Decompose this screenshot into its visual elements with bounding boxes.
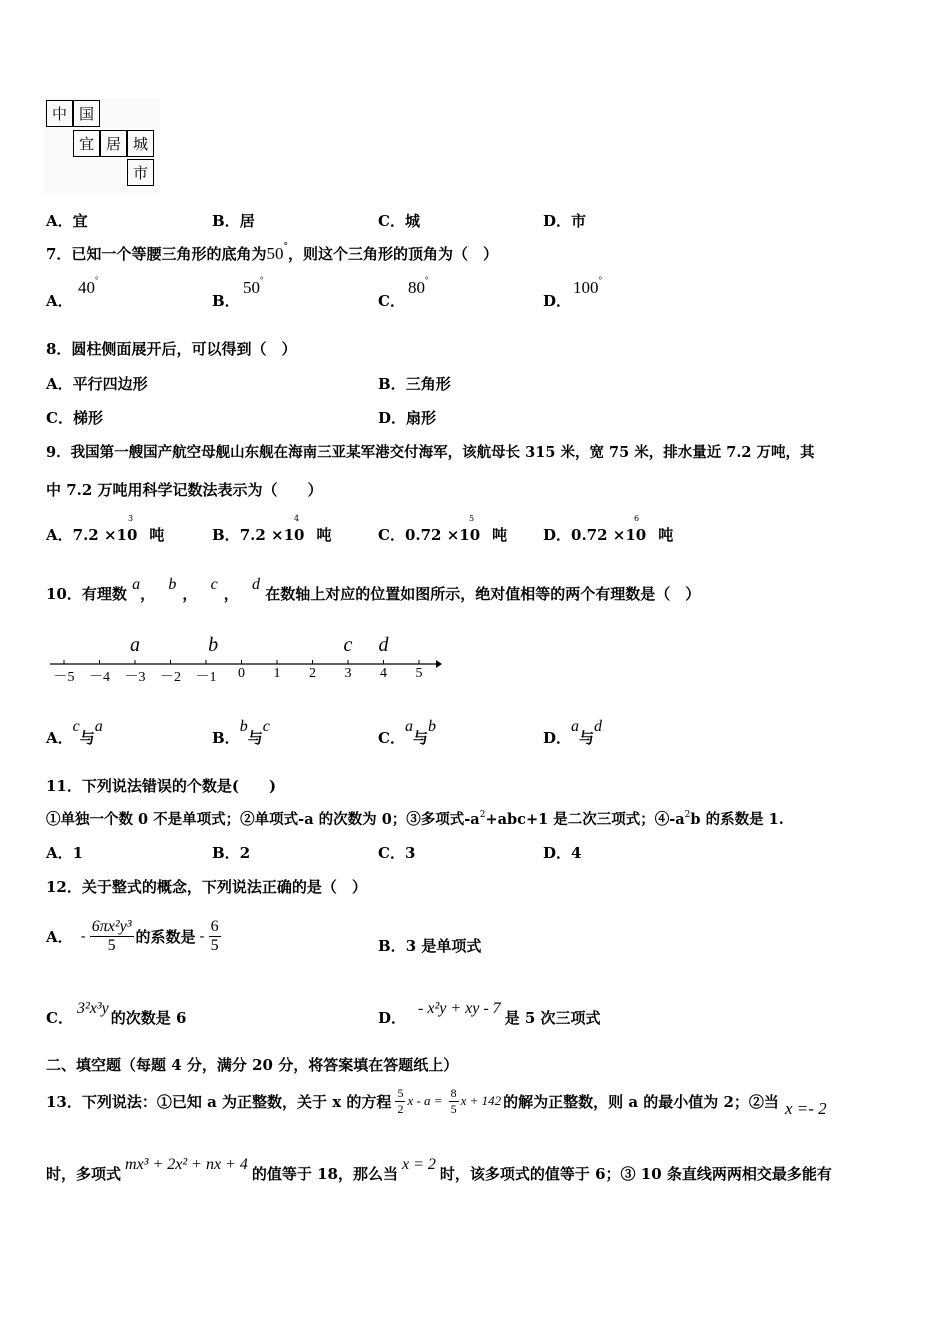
q8-option-d: D．扇形: [378, 409, 437, 427]
q13-line2: 时，多项式 mx³ + 2x² + nx + 4 的值等于 18，那么当 x = 2 时，该多项式的值等于 6；③ 10 条直线两两相交最多能有: [46, 1156, 832, 1183]
net-cell-3: 宜: [73, 130, 100, 157]
axis-tick-label: 1: [273, 666, 281, 681]
point-label-c: c: [343, 634, 353, 656]
q9-option-a: A．7.2 ×10 3 吨: [46, 514, 165, 544]
q9-option-c: C．0.72 ×10 5 吨: [378, 514, 508, 544]
q10-option-b: B．b与c: [212, 718, 270, 747]
q6-option-b: B．居: [212, 212, 255, 230]
q9-stem-line1: 9．我国第一艘国产航空母舰山东舰在海南三亚某军港交付海军，该航母长 315 米，宽 75 米，排水量近 7.2 万吨，其: [46, 444, 815, 461]
q8-stem: 8．圆柱侧面展开后，可以得到（ ）: [46, 340, 297, 358]
q10-option-d: D．a与d: [543, 718, 603, 747]
q12-option-c: C．3²x³y的次数是 6: [46, 1000, 187, 1027]
axis-arrow-icon: [436, 660, 442, 668]
net-cell-4: 居: [100, 130, 127, 157]
q11-option-d: D．4: [543, 844, 582, 862]
q12-option-d: D．- x²y + xy - 7是 5 次三项式: [378, 1000, 601, 1027]
q11-option-b: B．2: [212, 844, 251, 862]
q8-option-b: B．三角形: [378, 375, 451, 393]
net-cell-1: 中: [46, 100, 73, 127]
q7-stem: 7．已知一个等腰三角形的底角为50°，则这个三角形的顶角为（ ）: [46, 242, 498, 263]
q7-option-a-value: 40°: [78, 275, 99, 297]
number-line: [44, 630, 444, 690]
q9-option-b: B．7.2 ×10 4 吨: [212, 514, 332, 544]
q11-option-c: C．3: [378, 844, 416, 862]
axis-tick-label: －5: [53, 670, 75, 685]
q12-stem: 12．关于整式的概念，下列说法正确的是（ ）: [46, 878, 367, 896]
point-label-b: b: [208, 634, 219, 656]
point-label-d: d: [378, 634, 389, 656]
axis-tick-label: 3: [344, 666, 352, 681]
q7-option-c-value: 80°: [408, 275, 429, 297]
q7-option-b: B．: [212, 292, 240, 310]
q6-option-d: D．市: [543, 212, 587, 230]
axis-tick-label: 5: [415, 666, 423, 681]
q12-option-a: A． - $\frac{\text{6πx²y³}}{5}$ 的系数是 - $\frac{6}{5}$: [46, 917, 219, 954]
net-cell-6: 市: [127, 159, 154, 186]
q11-body: ①单独一个数 0 不是单项式；②单项式-a 的次数为 0；③多项式$-a^2+abc+1$ 是二次三项式；$④-a^2b$ 的系数是 1.: [46, 810, 784, 828]
q8-option-c: C．梯形: [46, 409, 103, 427]
q7-option-c: C．: [378, 292, 405, 310]
q8-option-a: A．平行四边形: [46, 375, 148, 393]
q7-option-b-value: 50°: [243, 275, 264, 297]
q11-stem: 11．下列说法错误的个数是( ): [46, 777, 277, 795]
axis-tick-label: 4: [380, 666, 387, 681]
q10-option-c: C．a与b: [378, 718, 436, 747]
net-cell-5: 城: [127, 130, 154, 157]
axis-tick-label: －1: [195, 670, 217, 685]
q13-line1: 13．下列说法：①已知 a 为正整数，关于 x 的方程 $\frac{5}{2}$ x - a = $\frac{8}{5}$ x + 142 的解为正整数，则 a 的最小值为 2；②当 x =- 2: [46, 1085, 827, 1118]
q9-option-d: D．0.72 ×10 6 吨: [543, 514, 674, 544]
axis-tick-label: －2: [160, 670, 181, 685]
axis-tick-label: －3: [124, 670, 146, 685]
axis-tick-label: 2: [309, 666, 316, 681]
q7-option-d-value: 100°: [573, 275, 603, 297]
q10-stem: 10．有理数 a， b， c， d 在数轴上对应的位置如图所示，绝对值相等的两个有理数是（ ）: [46, 576, 701, 603]
q11-option-a: A．1: [46, 844, 84, 862]
q12-option-b: B．3 是单项式: [378, 937, 482, 955]
cube-net-figure: [44, 98, 160, 193]
net-cell-2: 国: [73, 100, 100, 127]
q7-option-a: A．: [46, 292, 73, 310]
q10-option-a: A．c与a: [46, 718, 103, 747]
q6-option-a: A．宜: [46, 212, 88, 230]
axis-tick-label: 0: [238, 666, 245, 681]
axis-tick-label: －4: [89, 670, 110, 685]
q7-option-d: D．: [543, 292, 572, 310]
point-label-a: a: [130, 634, 140, 656]
q6-option-c: C．城: [378, 212, 420, 230]
section-2-heading: 二、填空题（每题 4 分，满分 20 分，将答案填在答题纸上）: [46, 1056, 459, 1074]
q9-stem-line2: 中 7.2 万吨用科学记数法表示为（ ）: [46, 481, 323, 499]
